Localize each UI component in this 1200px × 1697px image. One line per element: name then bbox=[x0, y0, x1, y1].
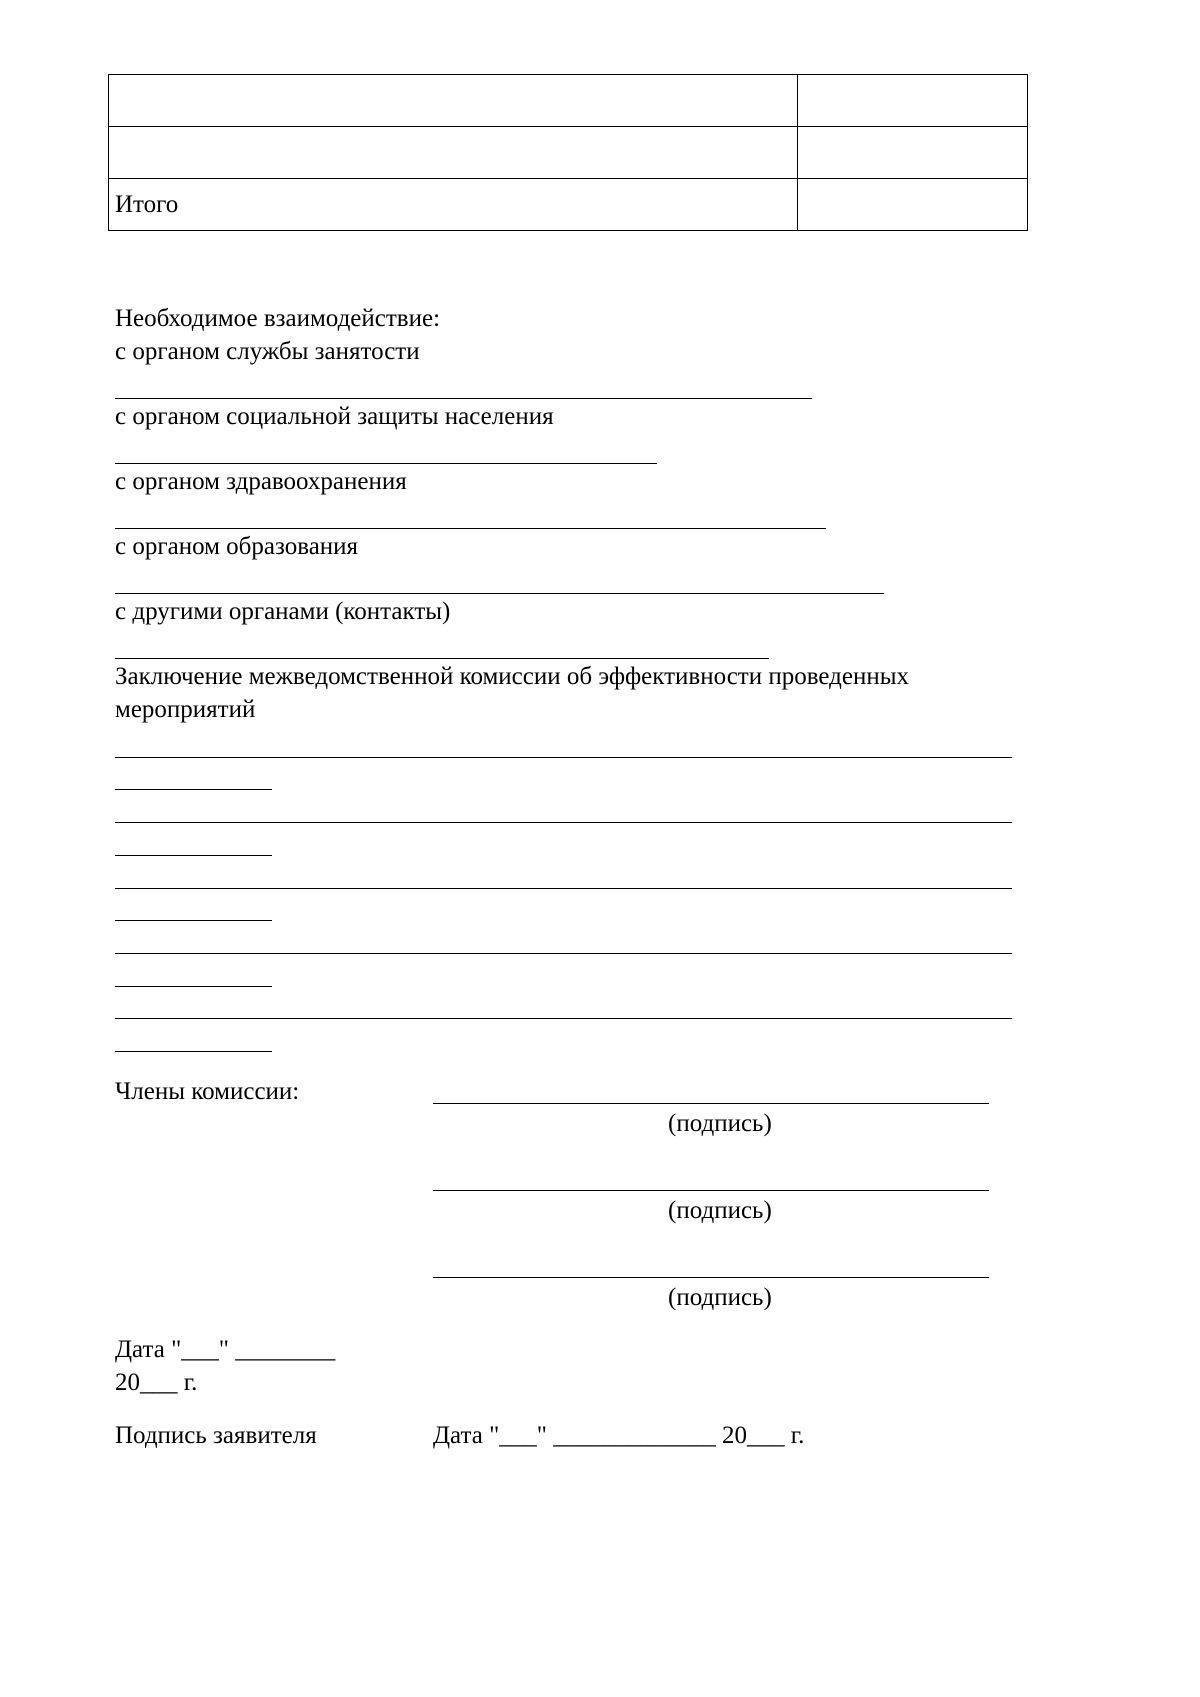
conclusion-line-short bbox=[115, 920, 272, 921]
cost-table bbox=[108, 74, 1028, 231]
conclusion-line-short bbox=[115, 855, 272, 856]
table-row bbox=[109, 127, 1028, 179]
commission-signature-line bbox=[433, 1103, 989, 1104]
interaction-health-line bbox=[115, 528, 826, 529]
conclusion-line bbox=[115, 953, 1012, 954]
conclusion-line-short bbox=[115, 1051, 272, 1052]
conclusion-line bbox=[115, 822, 1012, 823]
signature-caption: (подпись) bbox=[668, 1284, 772, 1311]
date-line2: 20___ г. bbox=[115, 1369, 198, 1396]
commission-label: Члены комиссии: bbox=[115, 1078, 300, 1105]
conclusion-heading-line2: мероприятий bbox=[115, 696, 256, 723]
table-row-total bbox=[109, 179, 1028, 231]
interaction-health-label: с органом здравоохранения bbox=[115, 468, 407, 495]
commission-signature-line bbox=[433, 1277, 989, 1278]
interaction-employment-line bbox=[115, 398, 812, 399]
conclusion-line-short bbox=[115, 789, 272, 790]
applicant-date: Дата "___" _____________ 20___ г. bbox=[433, 1422, 805, 1449]
table-cell-total-value bbox=[798, 179, 1028, 231]
conclusion-line bbox=[115, 888, 1012, 889]
interaction-education-line bbox=[115, 593, 884, 594]
table-row bbox=[109, 75, 1028, 127]
applicant-signature-label: Подпись заявителя bbox=[115, 1422, 317, 1449]
table-cell-label bbox=[109, 127, 798, 179]
table-cell-label bbox=[109, 75, 798, 127]
signature-caption: (подпись) bbox=[668, 1110, 772, 1137]
interaction-social-line bbox=[115, 463, 657, 464]
conclusion-line bbox=[115, 757, 1012, 758]
date-line1: Дата "___" ________ bbox=[115, 1336, 336, 1363]
interaction-employment-label: с органом службы занятости bbox=[115, 338, 420, 365]
conclusion-line bbox=[115, 1018, 1012, 1019]
interaction-other-label: с другими органами (контакты) bbox=[115, 598, 451, 625]
conclusion-line-short bbox=[115, 986, 272, 987]
interaction-other-line bbox=[115, 658, 769, 659]
interaction-education-label: с органом образования bbox=[115, 533, 359, 560]
table-cell-value bbox=[798, 75, 1028, 127]
conclusion-heading-line1: Заключение межведомственной комиссии об эффективности проведенных bbox=[115, 663, 910, 690]
interaction-social-label: с органом социальной защиты населения bbox=[115, 403, 554, 430]
interaction-heading: Необходимое взаимодействие: bbox=[115, 305, 441, 332]
table-cell-total-label: Итого bbox=[109, 179, 798, 231]
commission-signature-line bbox=[433, 1190, 989, 1191]
signature-caption: (подпись) bbox=[668, 1197, 772, 1224]
table-cell-value bbox=[798, 127, 1028, 179]
